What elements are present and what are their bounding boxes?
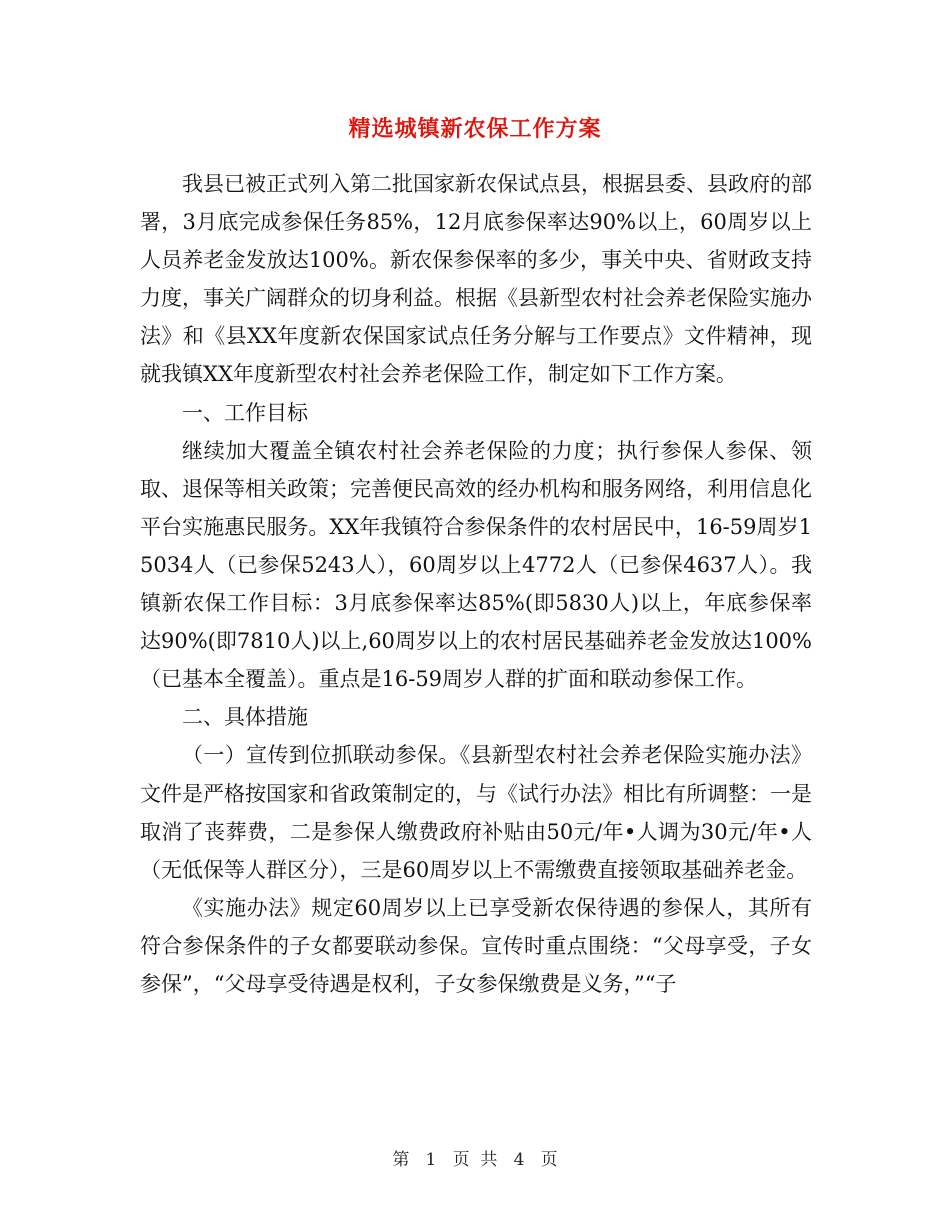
- page-footer: [0, 1148, 950, 1172]
- paragraph-intro: 我县已被正式列入第二批国家新农保试点县，根据县委、县政府的部署，3月底完成参保任务85%，12月底参保率达90%以上，60周岁以上人员养老金发放达100%。新农保参保率的多少，事关中央、省财政支持力度，事关广阔群众的切身利益。根据《县新型农村社会养老保险实施办法》和《县XX年度新农保国家试点任务分解与工作要点》文件精神，现就我镇XX年度新型农村社会养老保险工作，制定如下工作方案。: [140, 172, 812, 387]
- paragraph-measure-1-cont: 《实施办法》规定60周岁以上已享受新农保待遇的参保人，其所有符合参保条件的子女都要联动参保。宣传时重点围绕：“父母享受，子女参保”，“父母享受待遇是权利，子女参保缴费是义务，”“子: [140, 895, 812, 996]
- document-body: [140, 165, 812, 1003]
- footer-total-pages: 4: [513, 1150, 525, 1170]
- paragraph-goals: 继续加大覆盖全镇农村社会养老保险的力度；执行参保人参保、领取、退保等相关政策；完善便民高效的经办机构和服务网络，利用信息化平台实施惠民服务。XX年我镇符合参保条件的农村居民中，16-59周岁15034人（已参保5243人），60周岁以上4772人（已参保4637人）。我镇新农保工作目标：3月底参保率达85%(即5830人)以上，年底参保率达90%(即7810人)以上,60周岁以上的农村居民基础养老金发放达100%（已基本全覆盖）。重点是16-59周岁人群的扩面和联动参保工作。: [140, 438, 812, 692]
- paragraph-measure-1: （一）宣传到位抓联动参保。《县新型农村社会养老保险实施办法》文件是严格按国家和省政策制定的，与《试行办法》相比有所调整：一是取消了丧葬费，二是参保人缴费政府补贴由50元/年•人调为30元/年•人（无低保等人群区分），三是60周岁以上不需缴费直接领取基础养老金。: [140, 743, 812, 882]
- footer-suffix: 页: [540, 1150, 558, 1170]
- document-title: 精选城镇新农保工作方案: [348, 116, 602, 142]
- section-heading-measures: 二、具体措施: [182, 705, 308, 730]
- footer-middle: 页 共: [452, 1150, 498, 1170]
- footer-page-number: 1: [425, 1150, 437, 1170]
- footer-prefix: 第: [392, 1150, 410, 1170]
- section-heading-goals: 一、工作目标: [182, 400, 308, 425]
